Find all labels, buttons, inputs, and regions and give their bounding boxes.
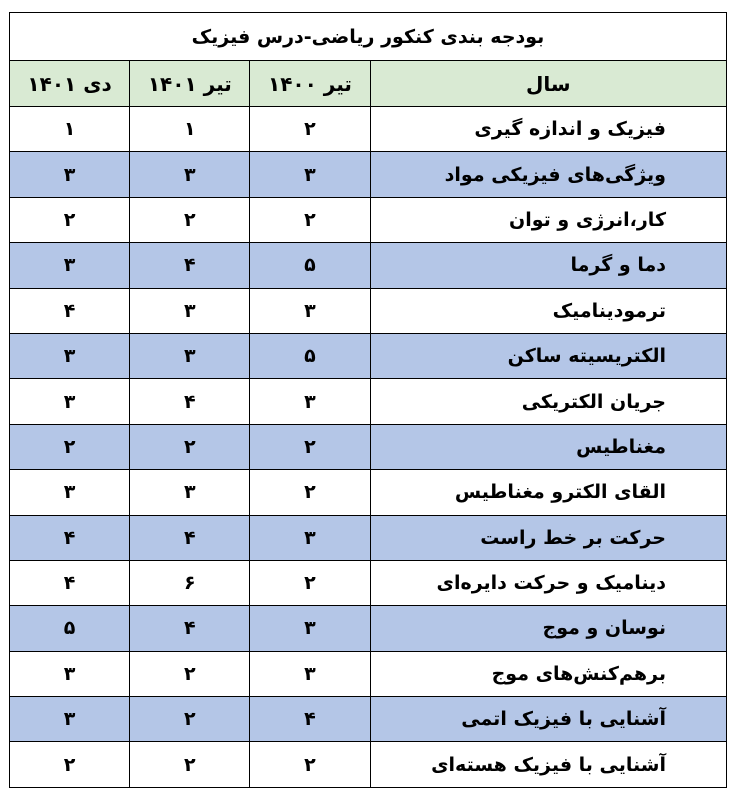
value-tir-1400-cell: ۲ [250, 424, 370, 469]
table-row [10, 424, 727, 469]
topic-cell: دما و گرما [370, 243, 726, 288]
table-body [10, 107, 727, 788]
topic-cell: ویژگی‌های فیزیکی مواد [370, 152, 726, 197]
value-tir-1400-cell: ۴ [250, 697, 370, 742]
value-tir-1401-cell: ۴ [130, 243, 250, 288]
value-dey-1401-cell: ۳ [10, 379, 130, 424]
topic-cell: فیزیک و اندازه گیری [370, 107, 726, 152]
value-dey-1401-cell: ۲ [10, 197, 130, 242]
budget-table-container [9, 12, 727, 788]
value-tir-1400-cell: ۲ [250, 470, 370, 515]
topic-cell: حرکت بر خط راست [370, 515, 726, 560]
table-row [10, 606, 727, 651]
topic-cell: ترمودینامیک [370, 288, 726, 333]
topic-cell: آشنایی با فیزیک هسته‌ای [370, 742, 726, 787]
value-tir-1400-cell: ۲ [250, 560, 370, 605]
value-tir-1401-cell: ۲ [130, 651, 250, 696]
header-tir-1401: تیر ۱۴۰۱ [130, 61, 250, 107]
header-dey-1401: دی ۱۴۰۱ [10, 61, 130, 107]
table-row [10, 651, 727, 696]
topic-cell: برهم‌کنش‌های موج [370, 651, 726, 696]
value-tir-1401-cell: ۲ [130, 697, 250, 742]
value-dey-1401-cell: ۱ [10, 107, 130, 152]
header-tir-1400: تیر ۱۴۰۰ [250, 61, 370, 107]
value-tir-1401-cell: ۴ [130, 515, 250, 560]
table-row [10, 243, 727, 288]
table-row [10, 560, 727, 605]
value-tir-1401-cell: ۴ [130, 606, 250, 651]
table-row [10, 197, 727, 242]
value-dey-1401-cell: ۳ [10, 470, 130, 515]
value-dey-1401-cell: ۳ [10, 333, 130, 378]
table-title: بودجه بندی کنکور ریاضی-درس فیزیک [10, 13, 727, 61]
value-dey-1401-cell: ۵ [10, 606, 130, 651]
value-tir-1400-cell: ۲ [250, 742, 370, 787]
value-dey-1401-cell: ۳ [10, 651, 130, 696]
value-tir-1401-cell: ۲ [130, 197, 250, 242]
value-tir-1400-cell: ۳ [250, 606, 370, 651]
value-dey-1401-cell: ۲ [10, 742, 130, 787]
value-dey-1401-cell: ۳ [10, 243, 130, 288]
table-row [10, 288, 727, 333]
value-dey-1401-cell: ۴ [10, 288, 130, 333]
table-header-row [10, 61, 727, 107]
topic-cell: مغناطیس [370, 424, 726, 469]
value-tir-1401-cell: ۳ [130, 152, 250, 197]
value-dey-1401-cell: ۴ [10, 515, 130, 560]
value-tir-1400-cell: ۳ [250, 379, 370, 424]
table-title-row [10, 13, 727, 61]
value-tir-1401-cell: ۱ [130, 107, 250, 152]
topic-cell: دینامیک و حرکت دایره‌ای [370, 560, 726, 605]
table-row [10, 470, 727, 515]
topic-cell: جریان الکتریکی [370, 379, 726, 424]
header-year: سال [370, 61, 726, 107]
value-tir-1401-cell: ۴ [130, 379, 250, 424]
table-row [10, 107, 727, 152]
table-row [10, 379, 727, 424]
value-tir-1400-cell: ۵ [250, 243, 370, 288]
value-tir-1400-cell: ۳ [250, 651, 370, 696]
topic-cell: آشنایی با فیزیک اتمی [370, 697, 726, 742]
topic-cell: نوسان و موج [370, 606, 726, 651]
value-tir-1400-cell: ۲ [250, 107, 370, 152]
table-row [10, 152, 727, 197]
value-tir-1400-cell: ۳ [250, 515, 370, 560]
table-row [10, 515, 727, 560]
value-tir-1400-cell: ۲ [250, 197, 370, 242]
topic-cell: کار،انرژی و توان [370, 197, 726, 242]
value-tir-1400-cell: ۳ [250, 288, 370, 333]
value-tir-1401-cell: ۲ [130, 742, 250, 787]
value-tir-1401-cell: ۳ [130, 333, 250, 378]
table-row [10, 742, 727, 787]
value-tir-1401-cell: ۳ [130, 288, 250, 333]
topic-cell: الکتریسیته ساکن [370, 333, 726, 378]
table-row [10, 697, 727, 742]
value-dey-1401-cell: ۳ [10, 697, 130, 742]
value-tir-1401-cell: ۶ [130, 560, 250, 605]
budget-table [9, 12, 727, 788]
table-row [10, 333, 727, 378]
value-dey-1401-cell: ۴ [10, 560, 130, 605]
value-tir-1401-cell: ۳ [130, 470, 250, 515]
value-tir-1401-cell: ۲ [130, 424, 250, 469]
value-tir-1400-cell: ۵ [250, 333, 370, 378]
value-dey-1401-cell: ۲ [10, 424, 130, 469]
value-dey-1401-cell: ۳ [10, 152, 130, 197]
value-tir-1400-cell: ۳ [250, 152, 370, 197]
topic-cell: القای الکترو مغناطیس [370, 470, 726, 515]
